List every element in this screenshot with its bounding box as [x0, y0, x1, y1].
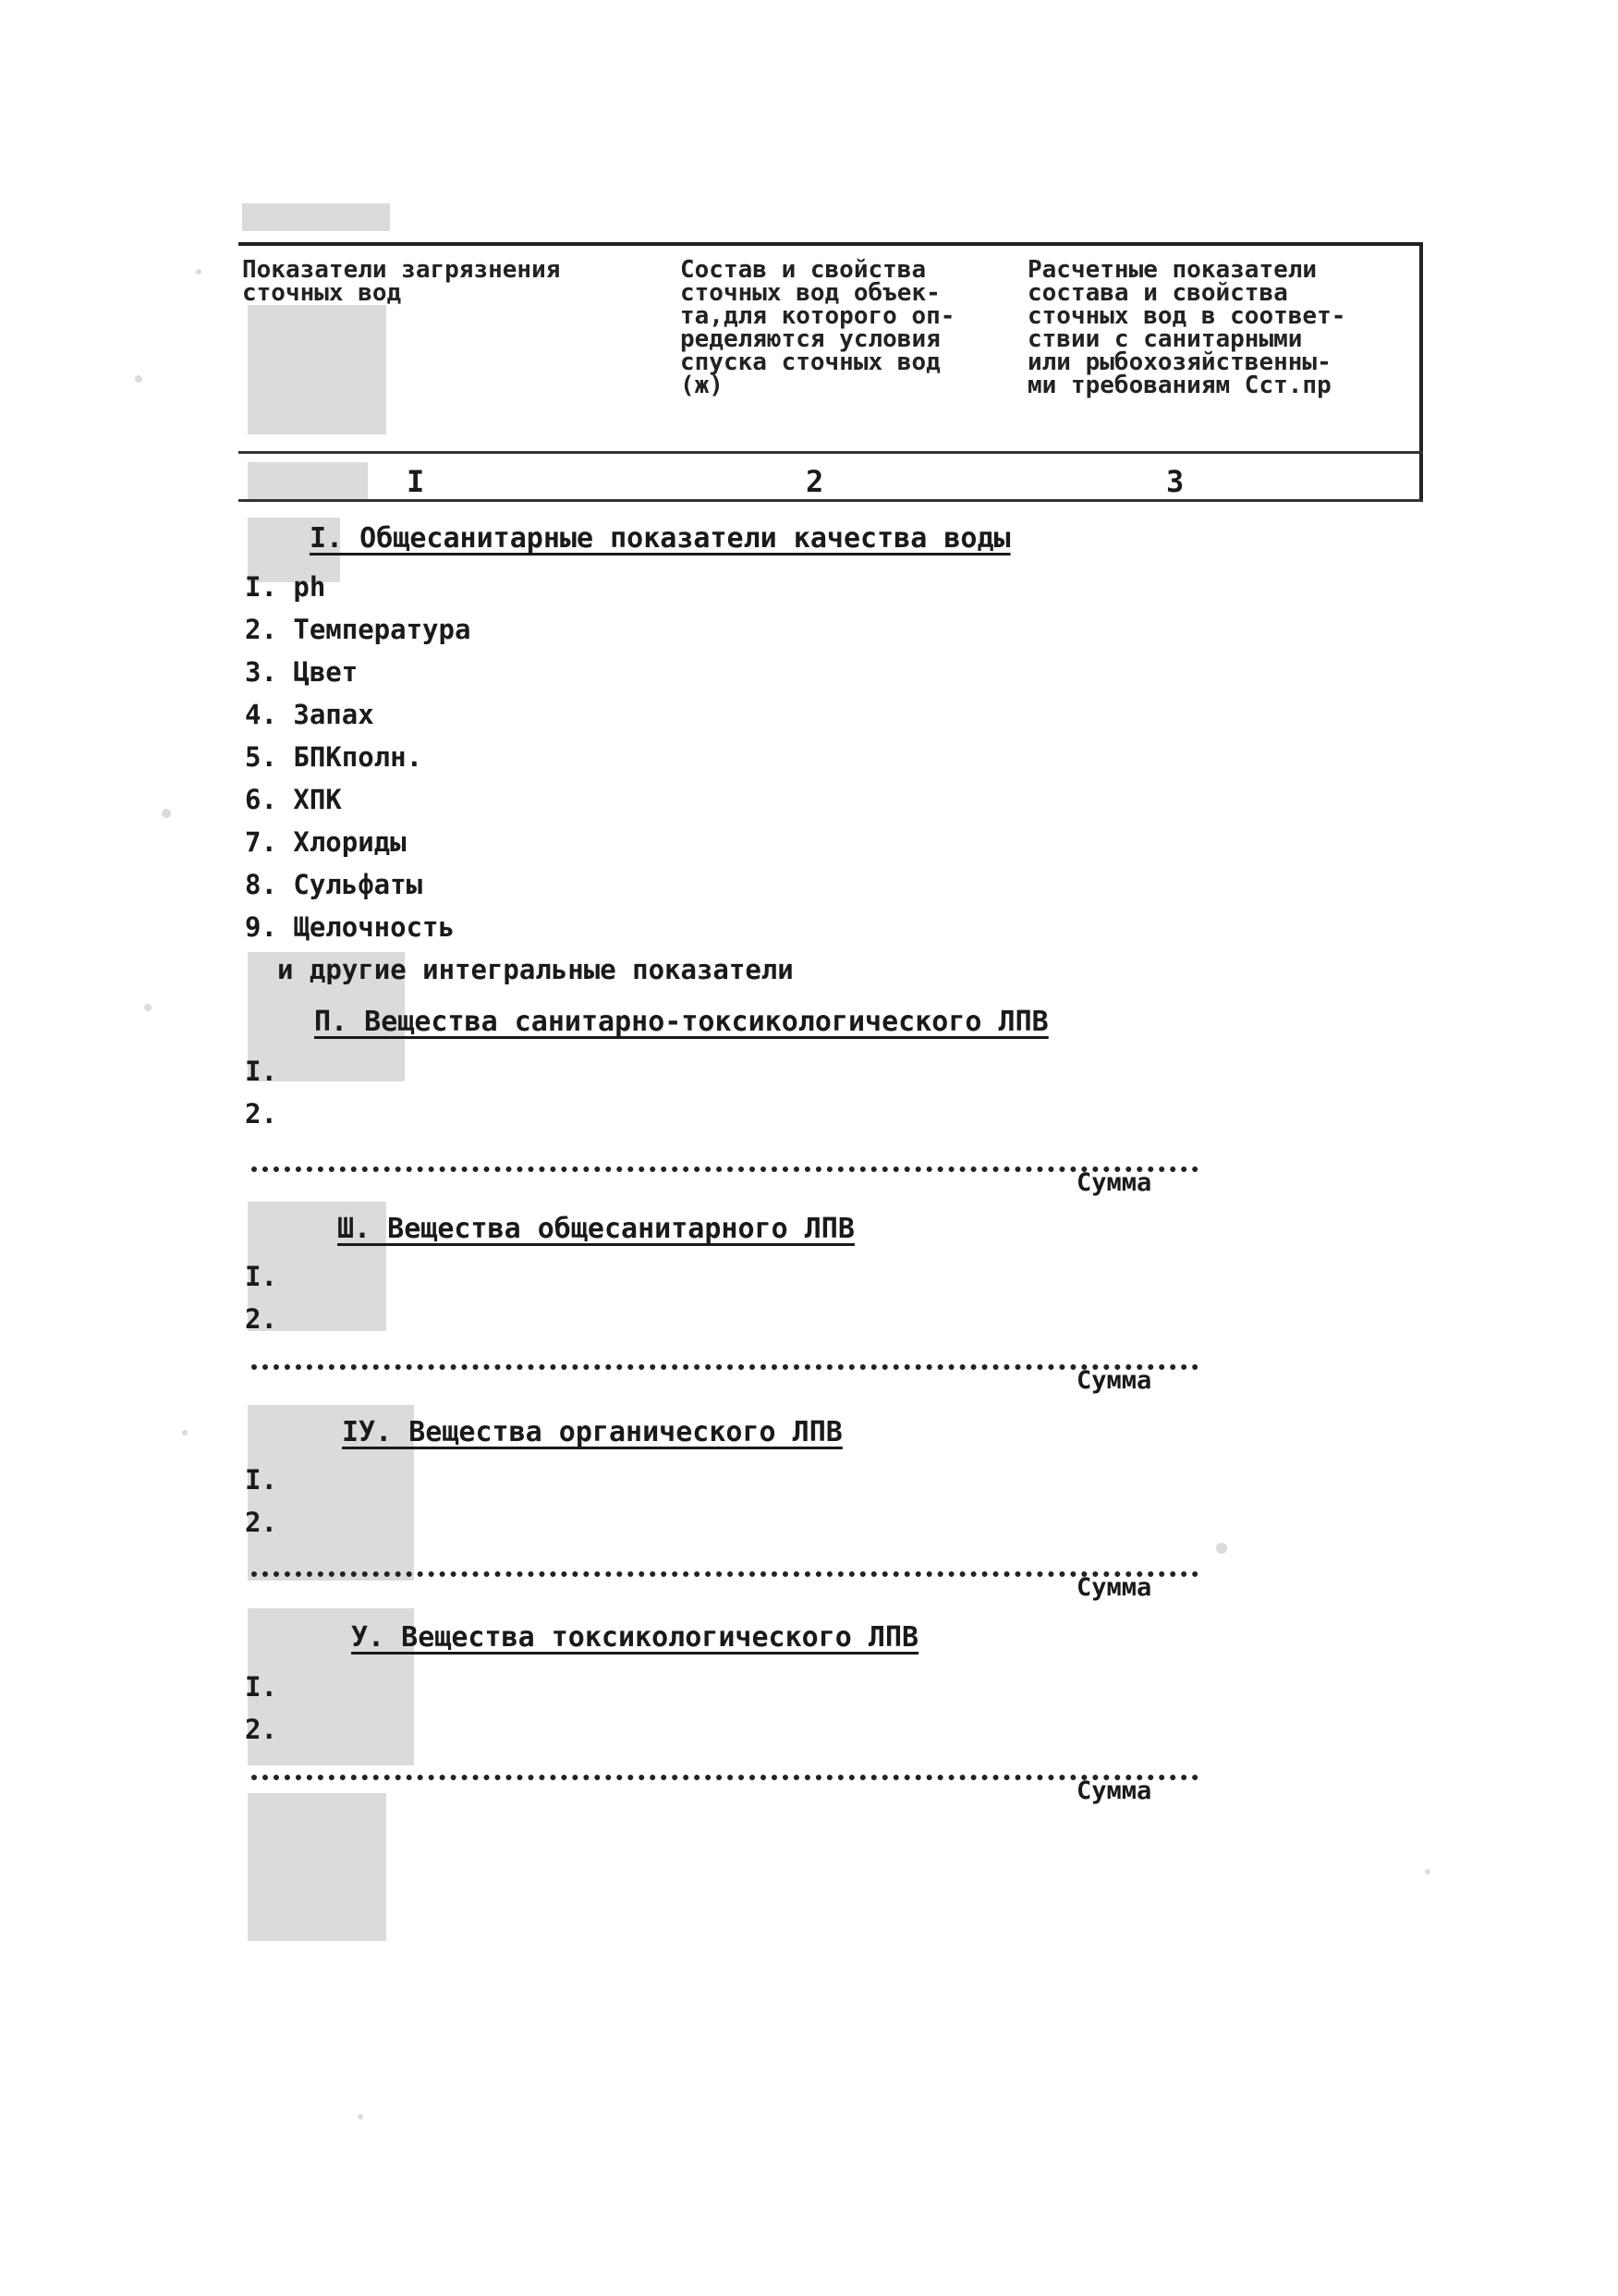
section-3-title: Ш. Вещества общесанитарного ЛПВ	[337, 1213, 855, 1245]
list-item: 7. Хлориды	[245, 826, 407, 858]
list-item: I.	[245, 1056, 277, 1087]
sum-label: Сумма	[1077, 1168, 1152, 1197]
list-item: 4. Запах	[245, 699, 374, 730]
column-number-3: 3	[1166, 464, 1185, 499]
section-5-title: У. Вещества токсикологического ЛПВ	[351, 1621, 919, 1654]
list-item: 6. ХПК	[245, 784, 342, 815]
section-2-title: П. Вещества санитарно-токсикологического ЛПВ	[314, 1006, 1049, 1038]
dotted-line	[251, 1571, 1198, 1577]
list-item: 2.	[245, 1714, 277, 1745]
list-item: 2. Температура	[245, 614, 471, 645]
list-item: и другие интегральные показатели	[277, 954, 794, 985]
header-col2: Состав и свойства сточных вод объек- та,для которого оп- ределяются условия спуска сточных вод (ж)	[680, 256, 955, 399]
header-rule-top	[238, 451, 1423, 454]
column-number-1: I	[407, 464, 425, 499]
list-item: 8. Сульфаты	[245, 869, 423, 900]
list-item: 5. БПКполн.	[245, 741, 423, 773]
list-item: I. ph	[245, 571, 326, 603]
header-table	[238, 242, 1423, 501]
list-item: I.	[245, 1464, 277, 1496]
section-1-title: I. Общесанитарные показатели качества воды	[310, 522, 1011, 555]
header-col1: Показатели загрязнения сточных вод	[242, 256, 561, 307]
dotted-line	[251, 1775, 1198, 1780]
list-item: 3. Цвет	[245, 656, 359, 688]
list-item: I.	[245, 1261, 277, 1292]
sum-label: Сумма	[1077, 1777, 1152, 1805]
list-item: 2.	[245, 1098, 277, 1130]
sum-label: Сумма	[1077, 1573, 1152, 1602]
list-item: I.	[245, 1671, 277, 1703]
list-item: 9. Щелочность	[245, 911, 455, 943]
section-4-title: IУ. Вещества органического ЛПВ	[342, 1416, 843, 1448]
dotted-line	[251, 1364, 1198, 1370]
dotted-line	[251, 1166, 1198, 1172]
sum-label: Сумма	[1077, 1366, 1152, 1395]
list-item: 2.	[245, 1507, 277, 1538]
header-col3: Расчетные показатели состава и свойства сточных вод в соответ- ствии с санитарными или рыбохозяйственны- ми требованиям Сст.пр	[1028, 256, 1346, 399]
column-number-2: 2	[806, 464, 824, 499]
list-item: 2.	[245, 1303, 277, 1335]
header-rule-bottom	[238, 499, 1423, 502]
